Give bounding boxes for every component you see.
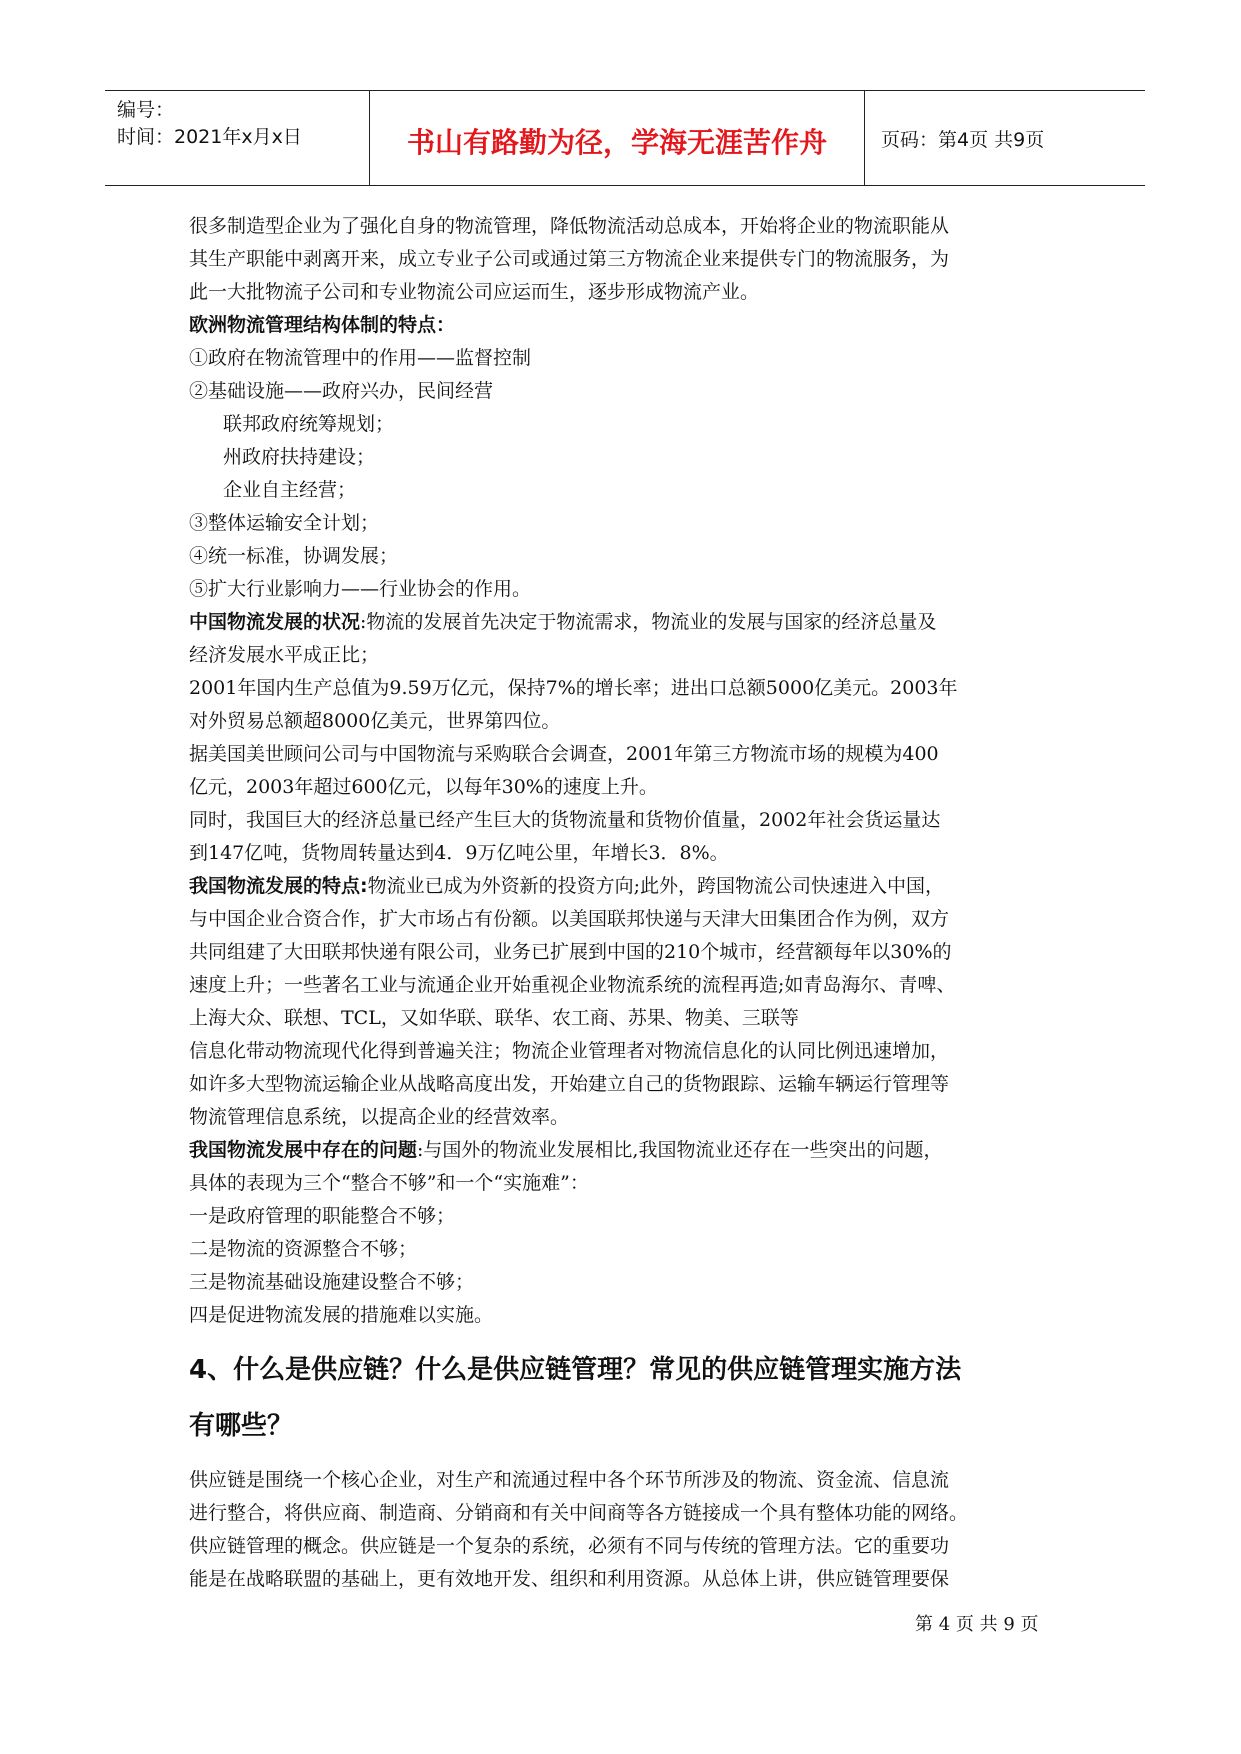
sub-list-item: 企业自主经营；: [223, 479, 357, 501]
paragraph-line: 共同组建了大田联邦快递有限公司，业务已扩展到中国的210个城市，经营额每年以30%的: [189, 941, 952, 963]
header-page-number: 页码：第4页 共9页: [881, 129, 1045, 151]
list-item: ③整体运输安全计划；: [189, 512, 380, 534]
paragraph-line: 与中国企业合资合作，扩大市场占有份额。以美国联邦快递与天津大田集团合作为例，双方: [189, 908, 950, 930]
list-item: 一是政府管理的职能整合不够；: [189, 1205, 456, 1227]
paragraph-line: 进行整合，将供应商、制造商、分销商和有关中间商等各方链接成一个具有整体功能的网络。: [189, 1502, 969, 1524]
paragraph-line: 上海大众、联想、TCL，又如华联、联华、农工商、苏果、物美、三联等: [189, 1007, 799, 1029]
paragraph-line: 此一大批物流子公司和专业物流公司应运而生，逐步形成物流产业。: [189, 281, 760, 303]
document-header: [105, 90, 1145, 186]
paragraph-line: 如许多大型物流运输企业从战略高度出发，开始建立自己的货物跟踪、运输车辆运行管理等: [189, 1073, 950, 1095]
header-info-cell: [105, 91, 369, 185]
china-problems-text: :与国外的物流业发展相比,我国物流业还存在一些突出的问题，: [417, 1139, 943, 1161]
doc-time-label: 时间：2021年x月x日: [117, 126, 302, 148]
paragraph-line: 能是在战略联盟的基础上，更有效地开发、组织和利用资源。从总体上讲，供应链管理要保: [189, 1568, 950, 1590]
paragraph-line: 速度上升；一些著名工业与流通企业开始重视企业物流系统的流程再造;如青岛海尔、青啤、: [189, 974, 956, 996]
paragraph-line: 信息化带动物流现代化得到普遍关注；物流企业管理者对物流信息化的认同比例迅速增加，: [189, 1040, 950, 1062]
china-features-heading: 我国物流发展的特点:: [189, 875, 368, 897]
doc-number-label: 编号：: [117, 99, 175, 121]
list-item: 四是促进物流发展的措施难以实施。: [189, 1304, 494, 1326]
china-features-text: 物流业已成为外资新的投资方向;此外，跨国物流公司快速进入中国，: [367, 875, 945, 897]
euro-heading: 欧洲物流管理结构体制的特点：: [189, 314, 456, 336]
paragraph-line: 具体的表现为三个“整合不够”和一个“实施难”：: [189, 1172, 589, 1194]
china-problems-line: [189, 1134, 1059, 1167]
list-item: 二是物流的资源整合不够；: [189, 1238, 418, 1260]
paragraph-line: 供应链管理的概念。供应链是一个复杂的系统，必须有不同与传统的管理方法。它的重要功: [189, 1535, 950, 1557]
list-item: ④统一标准，协调发展；: [189, 545, 399, 567]
sub-list-item: 联邦政府统筹规划；: [223, 413, 395, 435]
china-features-line: [189, 870, 1059, 903]
page-footer: 第 4 页 共 9 页: [915, 1614, 1039, 1635]
china-status-line: [189, 606, 1059, 639]
list-item: 三是物流基础设施建设整合不够；: [189, 1271, 475, 1293]
paragraph-line: 据美国美世顾问公司与中国物流与采购联合会调查，2001年第三方物流市场的规模为400: [189, 743, 939, 765]
document-body: [189, 210, 1059, 1596]
paragraph-line: 亿元，2003年超过600亿元，以每年30%的速度上升。: [189, 776, 658, 798]
paragraph-line: 同时，我国巨大的经济总量已经产生巨大的货物流量和货物价值量，2002年社会货运量达: [189, 809, 941, 831]
paragraph-line: 其生产职能中剥离开来，成立专业子公司或通过第三方物流企业来提供专门的物流服务，为: [189, 248, 950, 270]
header-motto-cell: [369, 91, 865, 185]
paragraph-line: 2001年国内生产总值为9.59万亿元，保持7%的增长率；进出口总额5000亿美元。2003年: [189, 677, 958, 699]
paragraph-line: 经济发展水平成正比；: [189, 644, 380, 666]
header-motto: 书山有路勤为径，学海无涯苦作舟: [406, 126, 827, 159]
paragraph-line: 供应链是围绕一个核心企业，对生产和流通过程中各个环节所涉及的物流、资金流、信息流: [189, 1469, 950, 1491]
sub-list-item: 州政府扶持建设；: [223, 446, 376, 468]
paragraph-line: 对外贸易总额超8000亿美元，世界第四位。: [189, 710, 561, 732]
paragraph-line: 物流管理信息系统，以提高企业的经营效率。: [189, 1106, 570, 1128]
china-status-heading: 中国物流发展的状况: [189, 611, 361, 633]
header-page-cell: [865, 91, 1145, 185]
china-status-text: :物流的发展首先决定于物流需求，物流业的发展与国家的经济总量及: [360, 611, 937, 633]
list-item: ②基础设施——政府兴办，民间经营: [189, 380, 494, 402]
list-item: ①政府在物流管理中的作用——监督控制: [189, 347, 532, 369]
paragraph-line: 很多制造型企业为了强化自身的物流管理，降低物流活动总成本，开始将企业的物流职能从: [189, 215, 950, 237]
section-4-heading-cont: 有哪些？: [189, 1411, 294, 1441]
china-problems-heading: 我国物流发展中存在的问题: [189, 1139, 418, 1161]
paragraph-line: 到147亿吨，货物周转量达到4．9万亿吨公里，年增长3．8%。: [189, 842, 729, 864]
list-item: ⑤扩大行业影响力——行业协会的作用。: [189, 578, 532, 600]
section-4-heading: 4、什么是供应链？什么是供应链管理？常见的供应链管理实施方法: [189, 1355, 962, 1385]
